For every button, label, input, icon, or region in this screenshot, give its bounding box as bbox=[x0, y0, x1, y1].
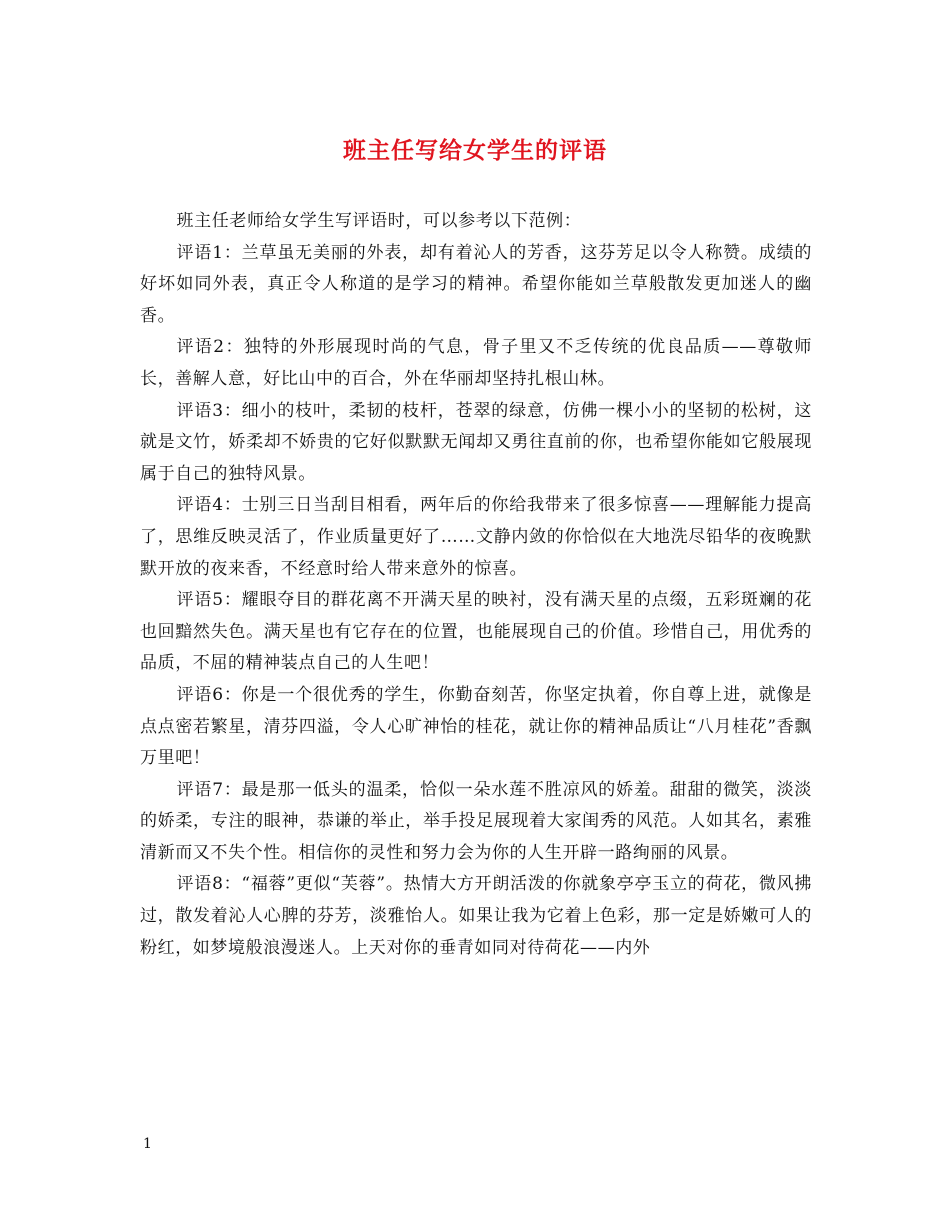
comment-paragraph-4: 评语4：士别三日当刮目相看，两年后的你给我带来了很多惊喜——理解能力提高了，思维反映灵活了，作业质量更好了……文静内敛的你恰似在大地洗尽铅华的夜晚默默开放的夜来香，不经意时给人带来意外的惊喜。 bbox=[140, 495, 812, 579]
comment-paragraph-8: 评语8：“福蓉”更似“芙蓉”。热情大方开朗活泼的你就象亭亭玉立的荷花，微风拂过，散发着沁人心脾的芬芳，淡雅怡人。如果让我为它着上色彩，那一定是娇嫩可人的粉红，如梦境般浪漫迷人。上天对你的垂青如同对待荷花——内外 bbox=[140, 874, 812, 958]
page-number: 1 bbox=[143, 1136, 152, 1152]
comment-paragraph-7: 评语7：最是那一低头的温柔，恰似一朵水莲不胜凉风的娇羞。甜甜的微笑，淡淡的娇柔，专注的眼神，恭谦的举止，举手投足展现着大家闺秀的风范。人如其名，素雅清新而又不失个性。相信你的灵性和努力会为你的人生开辟一路绚丽的风景。 bbox=[140, 779, 812, 863]
comment-paragraph-2: 评语2：独特的外形展现时尚的气息，骨子里又不乏传统的优良品质——尊敬师长，善解人意，好比山中的百合，外在华丽却坚持扎根山林。 bbox=[140, 337, 812, 389]
comment-paragraph-1: 评语1：兰草虽无美丽的外表，却有着沁人的芳香，这芬芳足以令人称赞。成绩的好坏如同外表，真正令人称道的是学习的精神。希望你能如兰草般散发更加迷人的幽香。 bbox=[140, 242, 812, 326]
intro-paragraph: 班主任老师给女学生写评语时，可以参考以下范例： bbox=[176, 211, 582, 231]
comment-paragraph-6: 评语6：你是一个很优秀的学生，你勤奋刻苦，你坚定执着，你自尊上进，就像是点点密若繁星，清芬四溢，令人心旷神怡的桂花，就让你的精神品质让“八月桂花”香飘万里吧！ bbox=[140, 684, 812, 769]
comment-paragraph-5: 评语5：耀眼夺目的群花离不开满天星的映衬，没有满天星的点缀，五彩斑斓的花也回黯然失色。满天星也有它存在的位置，也能展现自己的价值。珍惜自己，用优秀的品质，不屈的精神装点自己的人生吧！ bbox=[140, 590, 812, 674]
comment-paragraph-3: 评语3：细小的枝叶，柔韧的枝杆，苍翠的绿意，仿佛一棵小小的坚韧的松树，这就是文竹，娇柔却不娇贵的它好似默默无闻却又勇往直前的你，也希望你能如它般展现属于自己的独特风景。 bbox=[140, 400, 812, 484]
document-title: 班主任写给女学生的评语 bbox=[343, 137, 607, 164]
document-body bbox=[140, 206, 812, 964]
